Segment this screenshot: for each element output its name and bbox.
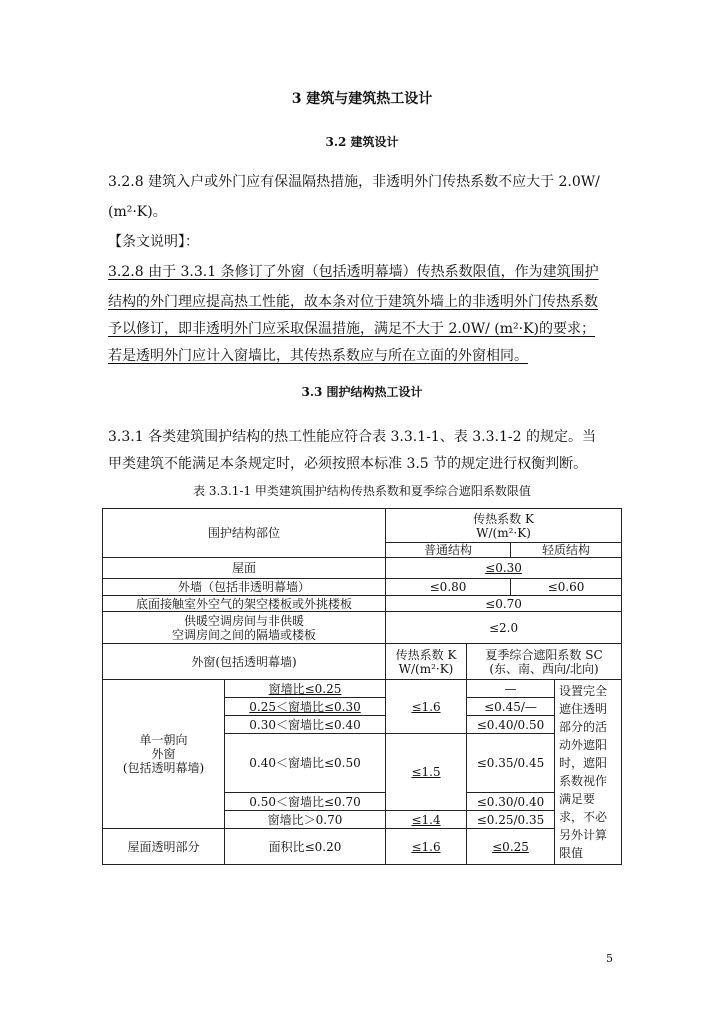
shading-note: 设置完全遮住透明部分的活动外遮阳时，遮阳系数视作满足要求，不必另外计算限值 — [555, 680, 622, 865]
single-line: 单一朝向 — [139, 733, 188, 747]
chapter-heading: 3 建筑与建筑热工设计 — [291, 91, 433, 107]
explanation-title: 【条文说明】： — [108, 234, 199, 250]
header-part: 围护结构部位 — [103, 509, 386, 558]
explanation-line: 3.2.8 由于 3.3.1 条修订了外窗（包括透明幕墙）传热系数限值，作为建筑围护 — [108, 264, 599, 280]
section-heading-3-3: 3.3 围护结构热工设计 — [301, 385, 423, 399]
ratio-cell: 0.30＜窗墙比≤0.40 — [225, 716, 386, 734]
sc-cell: ≤0.35/0.45 — [467, 734, 555, 793]
partition-line: 空调房间之间的隔墙或楼板 — [172, 627, 317, 642]
table-caption: 表 3.3.1-1 甲类建筑围护结构传热系数和夏季综合遮阳系数限值 — [193, 484, 531, 498]
clause-3-3-1-line2: 甲类建筑不能满足本条规定时，必须按照本标准 3.5 节的规定进行权衡判断。 — [108, 456, 588, 472]
ratio-cell: 窗墙比＞0.70 — [225, 811, 386, 829]
ratio-cell: 0.40＜窗墙比≤0.50 — [225, 734, 386, 793]
ratio-cell: 0.25＜窗墙比≤0.30 — [225, 698, 386, 716]
window-k-header — [386, 644, 467, 680]
single-orientation-label — [103, 680, 225, 829]
window-k-label: 传热系数 K — [395, 647, 457, 662]
explanation-line: 予以修订，即非透明外门应采取保温措施，满足不大于 2.0W/ (m²·K)的要求； — [108, 321, 595, 337]
skylight-sc: ≤0.25 — [467, 829, 555, 865]
clause-3-2-8-line2: (m²·K)。 — [108, 204, 167, 220]
partition-value: ≤2.0 — [386, 612, 622, 644]
header-k — [386, 509, 622, 543]
sc-cell: ≤0.30/0.40 — [467, 793, 555, 811]
skylight-area-ratio: 面积比≤0.20 — [225, 829, 386, 865]
ratio-cell: 0.50＜窗墙比≤0.70 — [225, 793, 386, 811]
k-value-cell: ≤1.6 — [386, 680, 467, 734]
row-roof: 屋面 — [103, 558, 386, 579]
clause-3-2-8-line1: 3.2.8 建筑入户或外门应有保温隔热措施，非透明外门传热系数不应大于 2.0W/ — [108, 174, 600, 190]
ratio-cell: 窗墙比≤0.25 — [225, 680, 386, 698]
row-window-header: 外窗(包括透明幕墙) — [103, 644, 386, 680]
sc-cell: ≤0.25/0.35 — [467, 811, 555, 829]
header-k-unit: W/(m²·K) — [476, 525, 531, 540]
header-normal: 普通结构 — [386, 543, 511, 558]
window-sc-label: 夏季综合遮阳系数 SC — [485, 647, 603, 662]
row-partition — [103, 612, 386, 644]
k-value-cell: ≤1.5 — [386, 734, 467, 811]
page-number: 5 — [606, 952, 613, 965]
skylight-k: ≤1.6 — [386, 829, 467, 865]
sc-cell: — — [467, 680, 555, 698]
floor-value: ≤0.70 — [386, 596, 622, 612]
window-sc-orientation: (东、南、西向/北向) — [489, 661, 599, 676]
wall-normal-value: ≤0.80 — [386, 579, 511, 596]
wall-light-value: ≤0.60 — [511, 579, 622, 596]
single-line: (包括透明幕墙) — [122, 761, 205, 775]
sc-cell: ≤0.40/0.50 — [467, 716, 555, 734]
window-sc-header — [467, 644, 622, 680]
row-skylight: 屋面透明部分 — [103, 829, 225, 865]
envelope-limits-table — [102, 508, 622, 865]
explanation-line: 若是透明外门应计入窗墙比，其传热系数应与所在立面的外窗相同。 — [108, 348, 528, 364]
roof-value: ≤0.30 — [386, 558, 622, 579]
explanation-line: 结构的外门理应提高热工性能，故本条对位于建筑外墙上的非透明外门传热系数 — [108, 294, 598, 310]
section-heading-3-2: 3.2 建筑设计 — [325, 135, 399, 149]
row-wall: 外墙（包括非透明幕墙） — [103, 579, 386, 596]
clause-3-3-1-line1: 3.3.1 各类建筑围护结构的热工性能应符合表 3.3.1-1、表 3.3.1-2 的规定。当 — [108, 429, 596, 445]
partition-line: 供暖空调房间与非供暖 — [184, 613, 305, 628]
window-k-unit: W/(m²·K) — [398, 661, 454, 676]
header-k-label: 传热系数 K — [473, 511, 534, 526]
row-floor: 底面接触室外空气的架空楼板或外挑楼板 — [103, 596, 386, 612]
k-value-cell: ≤1.4 — [386, 811, 467, 829]
header-light: 轻质结构 — [511, 543, 622, 558]
sc-cell: ≤0.45/— — [467, 698, 555, 716]
single-line: 外窗 — [151, 747, 176, 761]
